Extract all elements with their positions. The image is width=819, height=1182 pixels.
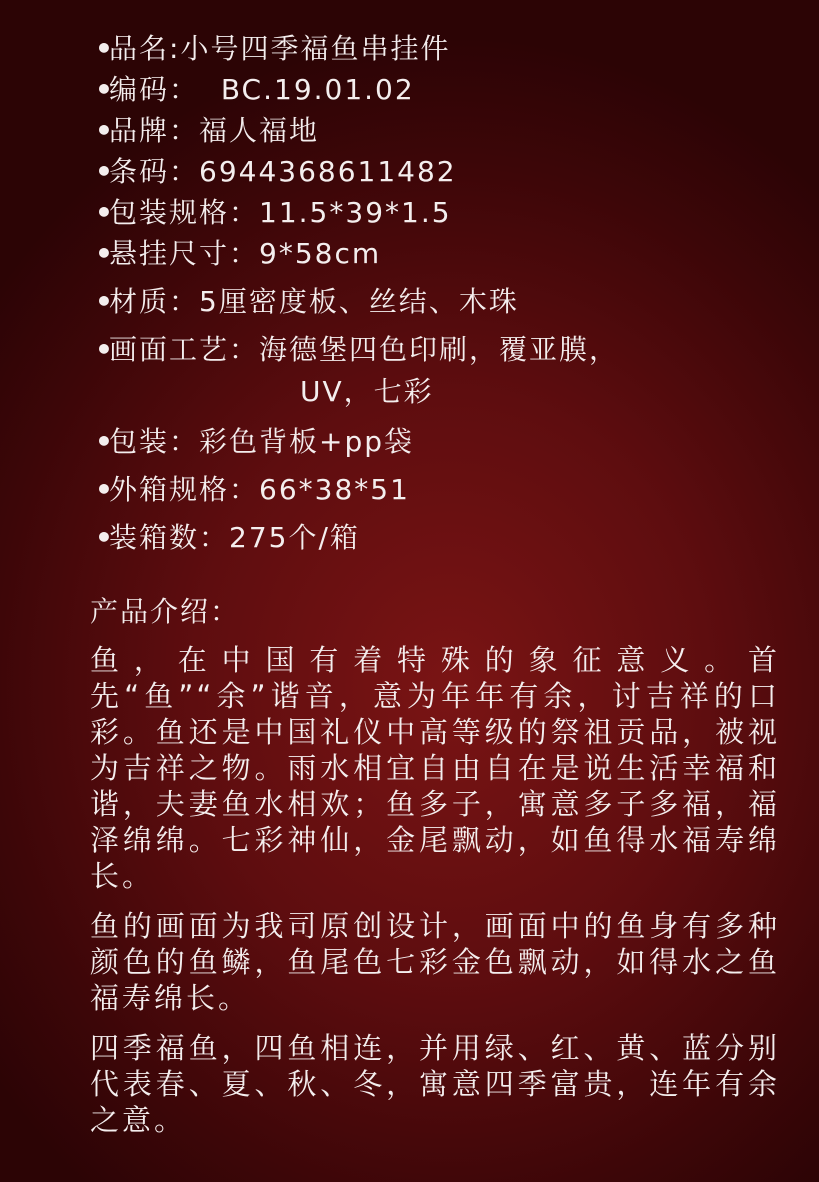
spec-value: 小号四季福鱼串挂件: [180, 32, 451, 65]
spec-value: 275个/箱: [229, 521, 360, 554]
spec-item-package-size: [95, 192, 795, 233]
spec-label: 品名: [109, 32, 170, 65]
spec-value: 11.5*39*1.5: [259, 196, 452, 229]
spec-label: 材质: [109, 285, 170, 318]
spec-value: 6944368611482: [199, 155, 457, 188]
spec-label: 条码: [109, 155, 170, 188]
spec-value: 海德堡四色印刷，覆亚膜，: [259, 333, 620, 366]
bullet-icon: •: [95, 521, 115, 554]
intro-paragraph: 鱼的画面为我司原创设计，画面中的鱼身有多种颜色的鱼鳞，鱼尾色七彩金色飘动，如得水之鱼福寿绵长。: [90, 909, 780, 1015]
spec-item-code: [95, 69, 795, 110]
spec-item-name: [95, 28, 795, 69]
bullet-icon: •: [95, 473, 115, 506]
spec-separator: ：: [229, 333, 260, 366]
spec-label: 外箱规格: [109, 473, 230, 506]
spec-value: 9*58cm: [259, 237, 382, 270]
spec-item-barcode: [95, 151, 795, 192]
intro-paragraph: 鱼，在中国有着特殊的象征意义。首先“鱼”“余”谐音，意为年年有余，讨吉祥的口彩。鱼还是中国礼仪中高等级的祭祖贡品，被视为吉祥之物。雨水相宜自由自在是说生活幸福和谐，夫妻鱼水相欢；鱼多子，寓意多子多福，福泽绵绵。七彩神仙，金尾飘动，如鱼得水福寿绵长。: [90, 643, 780, 893]
spec-label: 品牌: [109, 114, 170, 147]
bullet-icon: •: [95, 425, 115, 458]
bullet-icon: •: [95, 237, 115, 270]
spec-label: 包装: [109, 425, 170, 458]
spec-separator: ：: [169, 155, 200, 188]
spec-label: 画面工艺: [109, 333, 230, 366]
spec-value: BC.19.01.02: [199, 73, 415, 106]
spec-separator: ：: [169, 114, 200, 147]
spec-separator: ：: [169, 73, 200, 106]
spec-value: 福人福地: [199, 114, 320, 147]
spec-value: 66*38*51: [259, 473, 410, 506]
bullet-icon: •: [95, 196, 115, 229]
bullet-icon: •: [95, 285, 115, 318]
spec-item-craft-continuation: UV，七彩: [300, 375, 434, 408]
spec-label: 悬挂尺寸: [109, 237, 230, 270]
bullet-icon: •: [95, 155, 115, 188]
spec-separator: ：: [229, 473, 260, 506]
bullet-icon: •: [95, 32, 115, 65]
intro-paragraph: 四季福鱼，四鱼相连，并用绿、红、黄、蓝分别代表春、夏、秋、冬，寓意四季富贵，连年有余之意。: [90, 1031, 780, 1137]
spec-item-carton-size: [95, 469, 795, 510]
spec-value: 5厘密度板、丝结、木珠: [199, 285, 519, 318]
spec-label: 编码: [109, 73, 170, 106]
intro-title: 产品介绍：: [90, 595, 241, 628]
spec-item-hanging-size: [95, 233, 795, 274]
spec-list: [95, 28, 795, 558]
spec-item-carton-qty: [95, 517, 795, 558]
spec-separator: ：: [229, 237, 260, 270]
spec-separator: ：: [169, 425, 200, 458]
spec-item-craft: [95, 329, 795, 370]
spec-separator: ：: [229, 196, 260, 229]
spec-item-material: [95, 281, 795, 322]
bullet-icon: •: [95, 114, 115, 147]
spec-separator: :: [169, 32, 181, 65]
spec-item-brand: [95, 110, 795, 151]
bullet-icon: •: [95, 333, 115, 366]
spec-label: 装箱数: [109, 521, 200, 554]
spec-item-packaging: [95, 421, 795, 462]
product-intro: [90, 590, 780, 1152]
spec-separator: ：: [169, 285, 200, 318]
spec-label: 包装规格: [109, 196, 230, 229]
spec-value: 彩色背板+pp袋: [199, 425, 415, 458]
spec-separator: ：: [199, 521, 230, 554]
bullet-icon: •: [95, 73, 115, 106]
